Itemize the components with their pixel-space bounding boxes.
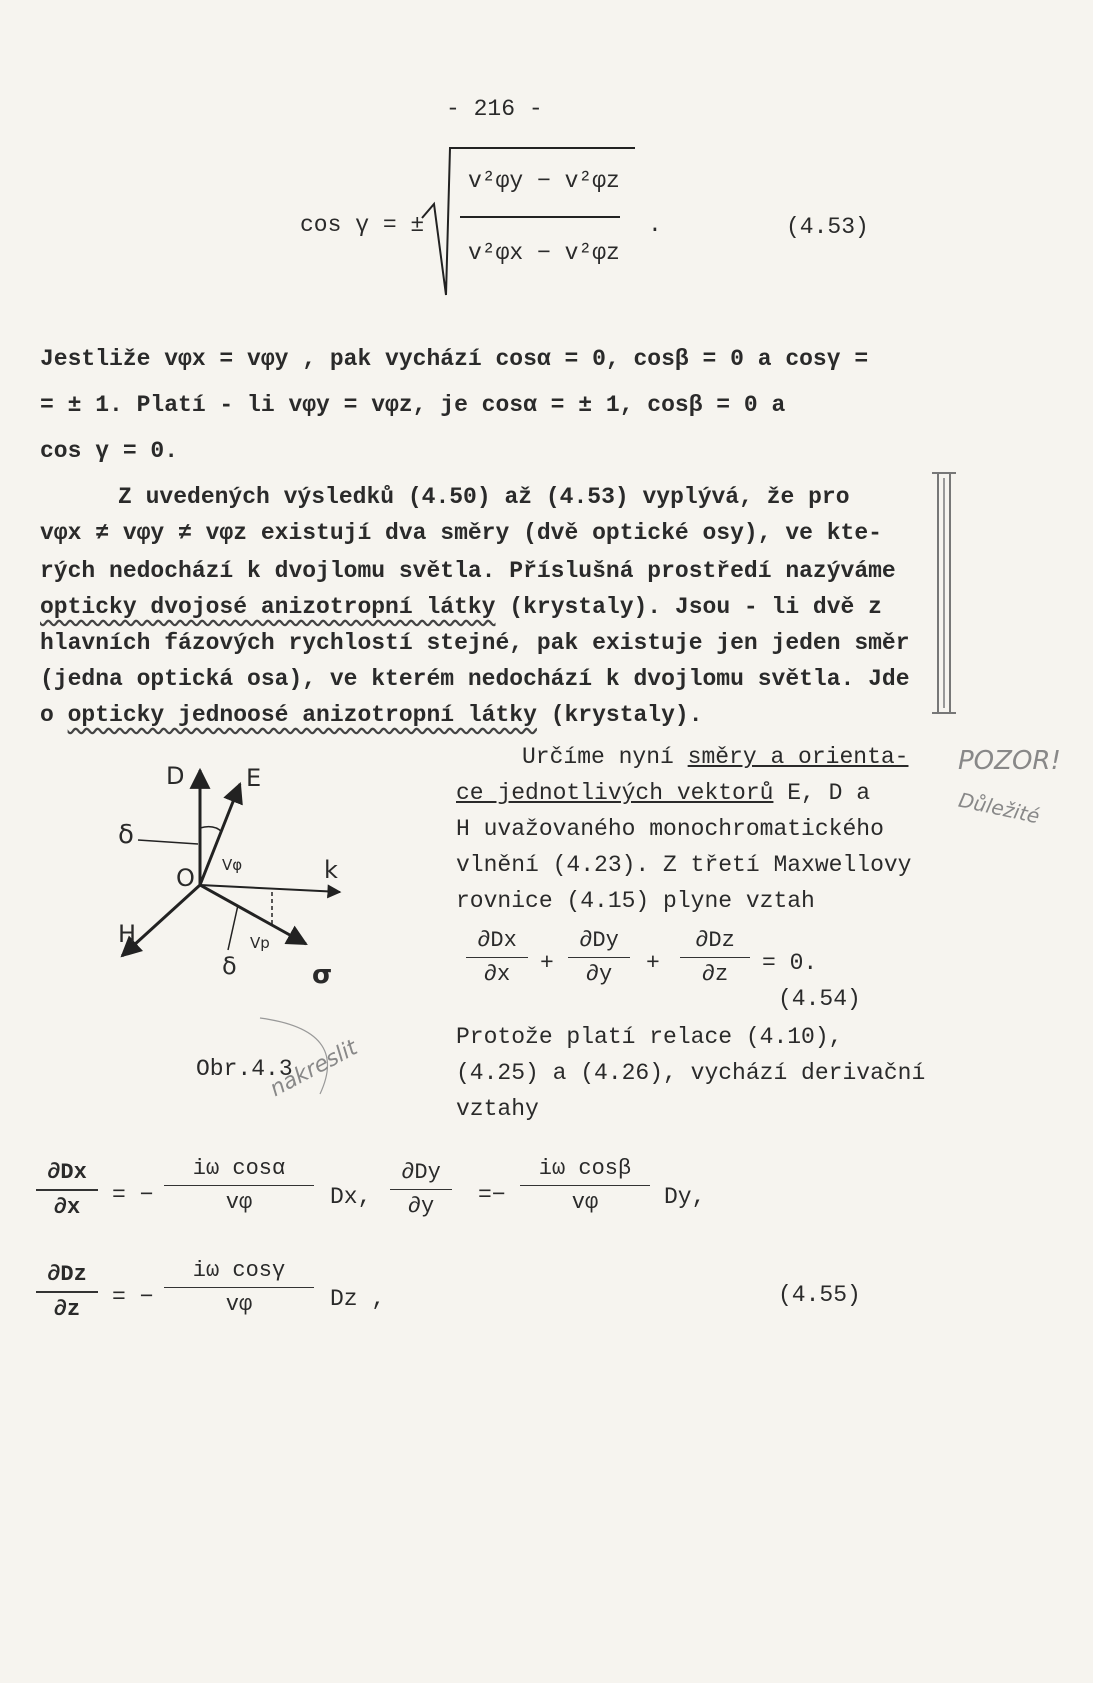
fig-label-sigma: σ <box>312 960 333 990</box>
eq455-c-den: ∂z <box>53 1297 81 1322</box>
para1-line1: Jestliže vφx = vφy , pak vychází cosα = 0, cosβ = 0 a cosγ = <box>40 346 869 372</box>
term-vectors: ce jednotlivých vektorů <box>456 780 774 806</box>
delta-pointer <box>138 840 198 844</box>
vector-k <box>200 885 340 892</box>
fig-label-O: O <box>176 864 195 892</box>
para1-line2: = ± 1. Platí - li vφy = vφz, je cosα = ± 1, cosβ = 0 a <box>40 392 786 418</box>
margin-note-dulezite: Důležité <box>956 787 1042 829</box>
sqrt-sign <box>420 140 640 300</box>
page-number: - 216 - <box>446 96 543 122</box>
figure-caption: Obr.4.3 <box>196 1056 293 1082</box>
eq454-t1-num: ∂Dx <box>477 928 517 953</box>
margin-note-pozor: POZOR! <box>958 746 1061 776</box>
fig-label-k: k <box>324 856 338 884</box>
fig-label-D: D <box>166 762 185 790</box>
eq453-fraction-bar <box>460 216 620 218</box>
eq455-b-den: ∂y <box>407 1194 435 1219</box>
para4-line3: vztahy <box>456 1096 539 1122</box>
eq455-a-frac <box>164 1156 314 1215</box>
eq455-c-eq: = − <box>112 1284 154 1310</box>
para3-line5: rovnice (4.15) plyne vztah <box>456 888 815 914</box>
para4-line2: (4.25) a (4.26), vychází derivační <box>456 1060 926 1086</box>
para2-line2: vφx ≠ vφy ≠ vφz existují dva směry (dvě optické osy), ve kte- <box>40 520 882 546</box>
eq455-a-num: ∂Dx <box>47 1160 87 1185</box>
handwritten-nakreslit: nakreslit <box>266 1035 362 1103</box>
para4-line1: Protože platí relace (4.10), <box>456 1024 843 1050</box>
eq453-numerator: v²φy − v²φz <box>468 168 620 194</box>
eq455-c-tail: Dz , <box>330 1286 386 1312</box>
eq454-t1-den: ∂x <box>483 962 511 987</box>
para1-line3: cos γ = 0. <box>40 438 179 464</box>
eq455-b-frac <box>520 1156 650 1215</box>
eq455-b-eq: =− <box>478 1182 506 1208</box>
para2-line7-pre: o <box>40 702 68 728</box>
margin-bracket <box>928 468 968 718</box>
eq455-a-den: ∂x <box>53 1195 81 1220</box>
fig-label-delta1: δ <box>118 820 134 850</box>
eq455-b-lhs <box>390 1160 452 1219</box>
eq455-c-frac <box>164 1258 314 1317</box>
para3-line1-pre: Určíme nyní <box>522 744 688 770</box>
eq455-c-fnum: iω cosγ <box>192 1258 286 1283</box>
eq455-c-lhs <box>36 1262 98 1322</box>
eq455-a-fnum: iω cosα <box>192 1156 286 1181</box>
term-directions: směry a orienta- <box>687 744 909 770</box>
eq454-plus1: + <box>540 950 554 976</box>
eq455-a-tail: Dx, <box>330 1184 372 1210</box>
eq455-number: (4.55) <box>778 1282 861 1308</box>
para3-line4: vlnění (4.23). Z třetí Maxwellovy <box>456 852 912 878</box>
eq453-lhs: cos γ = ± <box>300 212 425 238</box>
para2-line1: Z uvedených výsledků (4.50) až (4.53) vyplývá, že pro <box>118 484 850 510</box>
para2-line5: hlavních fázových rychlostí stejné, pak existuje jen jeden směr <box>40 630 910 656</box>
eq455-b-tail: Dy, <box>664 1184 706 1210</box>
para3-line2-rest: E, D a <box>773 780 871 806</box>
para3-line3: H uvažovaného monochromatického <box>456 816 884 842</box>
term-biaxial: opticky dvojosé anizotropní látky <box>40 594 496 620</box>
fig-label-delta2: δ <box>222 952 237 980</box>
para2-line7-rest: (krystaly). <box>536 702 703 728</box>
para2-line6: (jedna optická osa), ve kterém nedochází k dvojlomu světla. Jde <box>40 666 910 692</box>
fig-label-vp: Vp <box>250 934 270 952</box>
eq454-rhs: = 0. <box>762 950 818 976</box>
eq455-b-fden: vφ <box>571 1190 599 1215</box>
eq453-denominator: v²φx − v²φz <box>468 240 620 266</box>
eq454-t2-num: ∂Dy <box>579 928 619 953</box>
eq454-t3-num: ∂Dz <box>695 928 735 953</box>
para3-line2 <box>456 780 870 806</box>
eq454-term1 <box>466 928 528 987</box>
fig-label-vphi: Vφ <box>222 856 243 874</box>
eq455-c-fden: vφ <box>225 1292 253 1317</box>
eq453-tail: . <box>648 212 662 238</box>
para2-line4-rest: (krystaly). Jsou - li dvě z <box>495 594 882 620</box>
fig-label-E: E <box>246 764 262 792</box>
eq455-c-num: ∂Dz <box>47 1262 87 1287</box>
para2-line3: rých nedochází k dvojlomu světla. Příslušná prostředí nazýváme <box>40 558 896 584</box>
eq454-number: (4.54) <box>778 986 861 1012</box>
eq455-b-fnum: iω cosβ <box>538 1156 632 1181</box>
eq454-term2 <box>568 928 630 987</box>
eq455-a-lhs <box>36 1160 98 1220</box>
para2-line7 <box>40 702 703 728</box>
eq455-a-eq: = − <box>112 1182 154 1208</box>
para3-line1 <box>522 744 908 770</box>
eq455-b-num: ∂Dy <box>401 1160 441 1185</box>
para2-line4 <box>40 594 882 620</box>
eq453-number: (4.53) <box>786 214 869 240</box>
angle-line <box>228 905 238 950</box>
eq454-t2-den: ∂y <box>585 962 613 987</box>
eq454-plus2: + <box>646 950 660 976</box>
term-uniaxial: opticky jednoosé anizotropní látky <box>67 702 537 728</box>
fig-label-H: H <box>118 920 137 948</box>
eq454-term3 <box>680 928 750 987</box>
angle-arc <box>200 827 222 832</box>
eq454-t3-den: ∂z <box>701 962 729 987</box>
eq455-a-fden: vφ <box>225 1190 253 1215</box>
